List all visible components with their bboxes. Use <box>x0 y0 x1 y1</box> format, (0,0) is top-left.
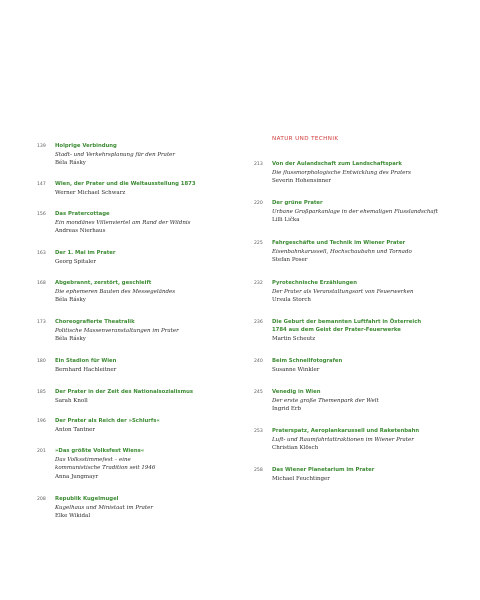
page-number: 173 <box>37 320 46 325</box>
page-number: 156 <box>37 212 46 217</box>
entry-title[interactable]: Der Prater in der Zeit des Nationalsozialismus <box>55 389 194 395</box>
entry-subtitle: Die ephemeren Bauten des Messegeländes <box>55 288 176 295</box>
entry-title[interactable]: Abgebrannt, zerstört, geschleift <box>55 280 152 286</box>
entry-author: Stefan Poser <box>272 257 308 263</box>
entry-author: Susanne Winkler <box>272 366 320 373</box>
entry-author: Lilli Lička <box>272 217 300 223</box>
entry-author: Anton Tantner <box>55 426 96 433</box>
entry-author: Béla Rásky <box>55 336 86 342</box>
page-number: 168 <box>37 281 46 286</box>
entry-subtitle: Politische Massenveranstaltungen im Prater <box>55 327 179 334</box>
entry-author: Ursula Storch <box>272 297 311 303</box>
entry-title[interactable]: Holprige Verbindung <box>55 143 117 149</box>
entry-author: Martin Scheutz <box>272 336 316 342</box>
page-number: 185 <box>37 390 46 395</box>
entry-subtitle: Ein mondänes Villenviertel am Rand der Wildnis <box>55 219 191 226</box>
entry-title[interactable]: Die Geburt der bemannten Luftfahrt in Österreich <box>272 319 422 325</box>
entry-title[interactable]: Venedig in Wien <box>272 389 321 395</box>
entry-subtitle: Der Prater als Veranstaltungsort von Feuerwerken <box>272 288 414 295</box>
page-number: 208 <box>37 497 46 502</box>
page-number: 232 <box>254 281 263 286</box>
page-number: 139 <box>37 144 46 149</box>
entry-author: Andreas Nierhaus <box>55 228 106 234</box>
entry-title[interactable]: Ein Stadion für Wien <box>55 358 117 364</box>
page-number: 180 <box>37 359 46 364</box>
entry-subtitle: Luft- und Raumfahrtattraktionen im Wiener Prater <box>272 436 414 443</box>
page-number: 236 <box>254 320 263 325</box>
entry-subtitle: Stadt- und Verkehrsplanung für den Prater <box>55 151 176 158</box>
page-number: 240 <box>254 359 263 364</box>
entry-author: Christian Klösch <box>272 445 319 451</box>
page-number: 201 <box>37 449 46 454</box>
entry-title-continued[interactable]: 1784 aus dem Geist der Prater-Feuerwerke <box>272 327 401 333</box>
entry-subtitle: Eisenbahnkarussell, Hochschaubahn und Tornado <box>272 248 412 255</box>
entry-subtitle: Das Volksstimmefest – eine <box>55 456 131 463</box>
entry-author: Ingrid Erb <box>272 406 302 412</box>
entry-title[interactable]: Choreografierte Theatralik <box>55 319 135 325</box>
entry-author: Béla Rásky <box>55 297 86 303</box>
page-number: 253 <box>254 429 263 434</box>
page-number: 163 <box>37 251 46 256</box>
entry-author: Anna Jungmayr <box>55 473 99 480</box>
entry-author: Bernhard Hachleitner <box>55 366 117 373</box>
entry-title[interactable]: Der Prater als Reich der »Schlurfs« <box>55 418 160 424</box>
entry-title[interactable]: Wien, der Prater und die Weltausstellung 1873 <box>55 181 196 187</box>
entry-author: Béla Rásky <box>55 160 86 166</box>
entry-author: Georg Spitaler <box>55 258 97 265</box>
entry-subtitle: Urbane Großparkanlage in der ehemaligen Flusslandschaft <box>272 208 438 215</box>
page-number: 213 <box>254 162 263 167</box>
entry-author: Severin Hohensinner <box>272 178 332 184</box>
entry-title[interactable]: Pyrotechnische Erzählungen <box>272 280 357 286</box>
entry-title[interactable]: Von der Aulandschaft zum Landschaftspark <box>272 161 402 167</box>
page-number: 196 <box>37 419 46 424</box>
entry-title[interactable]: Republik Kugelmugel <box>55 496 119 502</box>
entry-author: Werner Michael Schwarz <box>55 189 126 196</box>
entry-author: Sarah Knoll <box>55 397 88 404</box>
entry-title[interactable]: Fahrgeschäfte und Technik im Wiener Prater <box>272 240 406 246</box>
page-number: 147 <box>37 182 46 187</box>
entry-title[interactable]: Das Pratercottage <box>55 211 110 217</box>
entry-title[interactable]: Der grüne Prater <box>272 200 323 206</box>
entry-title[interactable]: Praterspatz, Aeroplankarussell und Raketenbahn <box>272 428 420 434</box>
page-number: 225 <box>254 241 263 246</box>
page-number: 258 <box>254 468 263 473</box>
entry-title[interactable]: »Das größte Volksfest Wiens« <box>55 448 145 454</box>
entry-author: Elke Wikidal <box>55 513 91 519</box>
entry-title[interactable]: Beim Schnellfotografen <box>272 358 343 364</box>
section-heading: NATUR UND TECHNIK <box>272 136 339 142</box>
entry-subtitle: Kugelhaus und Ministaat im Prater <box>55 504 154 511</box>
entry-subtitle-continued: kommunistische Tradition seit 1946 <box>55 465 156 471</box>
entry-title[interactable]: Der 1. Mai im Prater <box>55 250 116 256</box>
page-number: 220 <box>254 201 263 206</box>
entry-author: Michael Feuchtinger <box>272 475 330 482</box>
entry-subtitle: Der erste große Themenpark der Welt <box>272 397 379 404</box>
page-number: 245 <box>254 390 263 395</box>
entry-title[interactable]: Das Wiener Planetarium im Prater <box>272 467 375 473</box>
entry-subtitle: Die flussmorphologische Entwicklung des Praters <box>272 169 411 176</box>
